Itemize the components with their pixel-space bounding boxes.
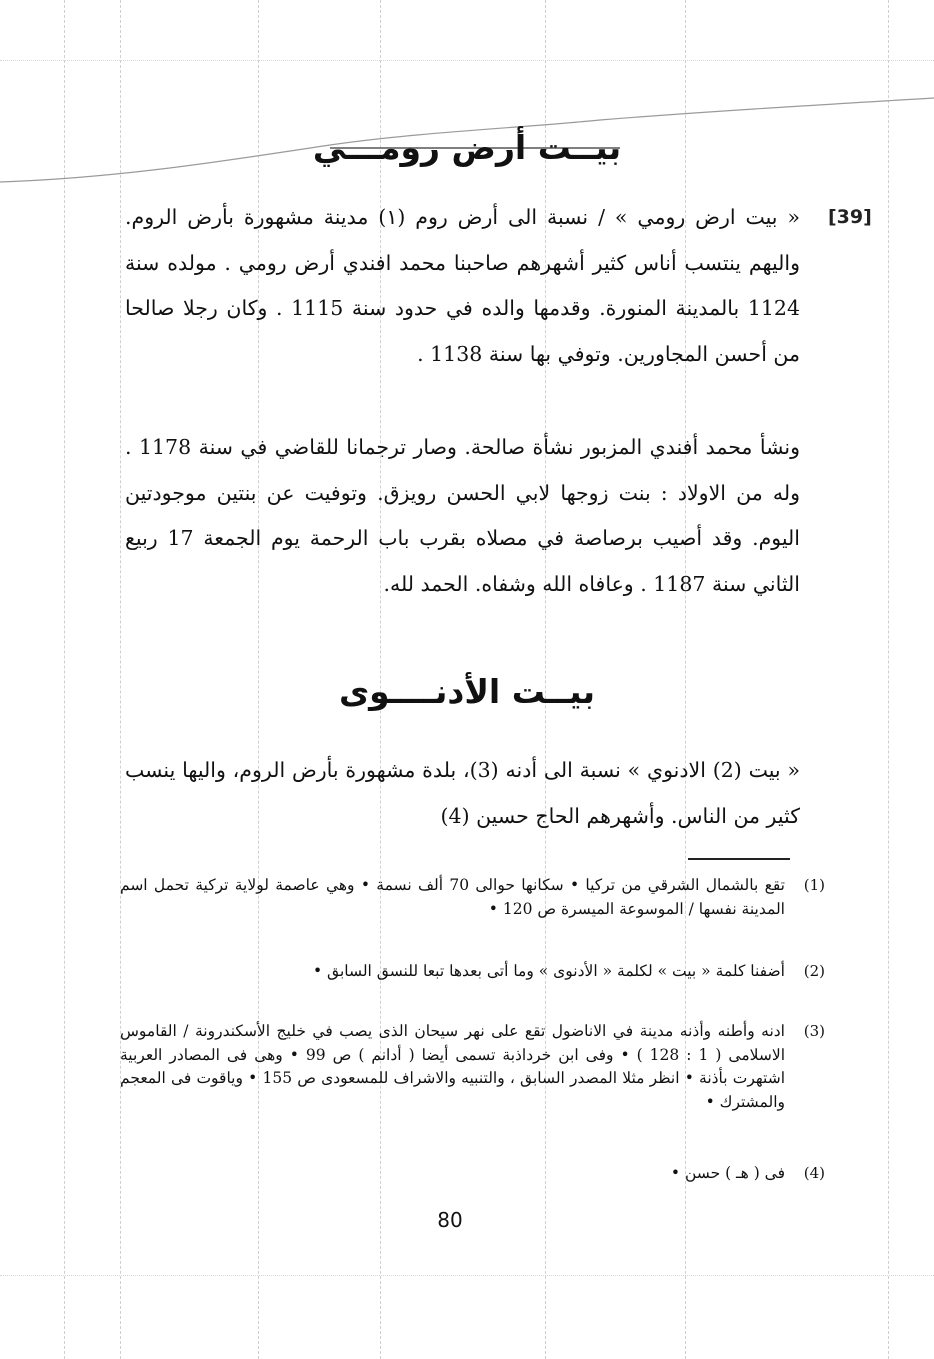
- paragraph: « بيت ارض رومي » / نسبة الى أرض روم (١) مدينة مشهورة بأرض الروم. واليهم ينتسب أناس كثير أشهرهم صاحبنا محمد افندي أرض رومي . مولده سنة 1124 بالمدينة المنورة. وقدمها والده في حدود سنة 1115 . وكان رجلا صالحا من أحسن المجاورين. وتوفي بها سنة 1138 .: [125, 205, 800, 366]
- footnote: [120, 960, 825, 984]
- footnote-text: ادنه وأطنه وأذنه مدينة في الاناضول تقع على نهر سيحان الذى يصب في خليج الأسكندرونة / القاموس الاسلامى ( 1 : 128 ) • وفى ابن خرداذبة تسمى أيضا ( أدانم ) ص 99 • وهى فى المصادر العربية اشتهرت بأذنة • انظر مثلا المصدر السابق ، والتنبيه والاشراف للمسعودى ص 155 • وياقوت فى المعجم والمشترك •: [120, 1022, 786, 1111]
- footnote-separator: [688, 858, 790, 860]
- footnote-number: (2): [803, 962, 825, 980]
- paragraph: ونشأ محمد أفندي المزبور نشأة صالحة. وصار ترجمانا للقاضي في سنة 1178 . وله من الاولاد : بنت زوجها لابي الحسن رويزق. وتوفيت عن بنتين موجودتين اليوم. وقد أصيب برصاصة في مصلاه بقرب باب الرحمة يوم الجمعة 17 ربيع الثاني سنة 1187 . وعافاه الله وشفاه. الحمد لله.: [125, 435, 800, 596]
- footnote-text: تقع بالشمال الشرقي من تركيا • سكانها حوالى 70 ألف نسمة • وهي عاصمة لولاية تركية تحمل اسم المدينة نفسها / الموسوعة الميسرة ص 120 •: [120, 876, 786, 918]
- footnote-text: أضفنا كلمة « بيت » لكلمة « الأدنوى » وما أتى بعدها تبعا للنسق السابق •: [312, 962, 785, 980]
- scan-artifact-line: [0, 1275, 934, 1276]
- section-title: بيــت الأدنــــوى: [338, 672, 596, 711]
- footnote-number: (3): [803, 1022, 825, 1040]
- footnote-number: (4): [803, 1164, 825, 1182]
- section-title: بيــت أرض رومـــي: [312, 128, 622, 167]
- paragraph: « بيت (2) الادنوي » نسبة الى أدنه (3)، بلدة مشهورة بأرض الروم، واليها ينسب كثير من الناس. وأشهرهم الحاج حسين (4): [125, 758, 800, 828]
- page-number: 80: [437, 1208, 463, 1232]
- entry-number: [39]: [828, 206, 872, 228]
- footnote: [120, 1020, 825, 1114]
- footnote: [120, 1162, 825, 1186]
- footnote: [120, 874, 825, 921]
- footnote-text: فى ( هـ ) حسن •: [670, 1164, 785, 1182]
- footnote-number: (1): [803, 876, 825, 894]
- scan-artifact-line: [0, 60, 934, 61]
